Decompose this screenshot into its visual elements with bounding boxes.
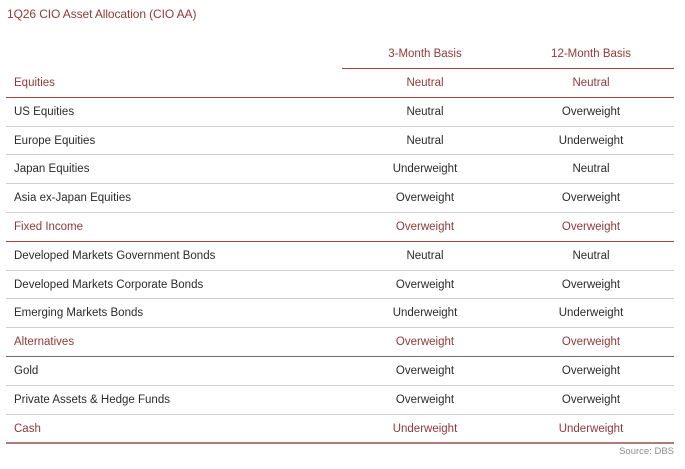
row-12-month-value: Overweight	[561, 364, 621, 377]
table-row	[6, 386, 674, 415]
row-3-month-value: Overweight	[395, 192, 455, 205]
row-label: Asia ex-Japan Equities	[14, 192, 131, 205]
row-label: Private Assets & Hedge Funds	[14, 393, 170, 406]
row-12-month-value: Underweight	[558, 307, 624, 320]
row-3-month-value: Neutral	[406, 249, 444, 262]
row-label: Gold	[14, 364, 39, 377]
table-row-equities	[6, 69, 674, 98]
row-3-month-value: Overweight	[395, 278, 455, 291]
row-label: Developed Markets Corporate Bonds	[14, 278, 204, 291]
table-row	[6, 184, 674, 213]
row-3-month-value: Neutral	[406, 134, 444, 147]
table-title: 1Q26 CIO Asset Allocation (CIO AA)	[7, 7, 197, 21]
row-12-month-value: Neutral	[572, 163, 610, 176]
table-row	[6, 155, 674, 184]
table-row	[6, 242, 674, 271]
row-12-month-value: Neutral	[572, 77, 610, 89]
column-header-3-month: 3-Month Basis	[388, 48, 462, 60]
row-3-month-value: Neutral	[406, 77, 444, 89]
row-label: Cash	[14, 422, 41, 435]
row-label: Fixed Income	[14, 220, 84, 233]
table-header	[6, 40, 674, 69]
row-12-month-value: Overweight	[561, 220, 621, 233]
table-row	[6, 271, 674, 300]
row-3-month-value: Underweight	[392, 307, 458, 320]
row-12-month-value: Overweight	[561, 393, 621, 406]
source-note: Source: DBS	[619, 446, 674, 457]
row-3-month-value: Underweight	[392, 163, 458, 176]
table-row	[6, 357, 674, 386]
row-3-month-value: Overweight	[395, 364, 455, 377]
row-3-month-value: Overweight	[395, 220, 455, 233]
asset-allocation-table	[6, 40, 674, 444]
row-3-month-value: Neutral	[406, 105, 444, 118]
row-12-month-value: Overweight	[561, 105, 621, 118]
table-row-fixed-income	[6, 213, 674, 242]
row-label: Alternatives	[14, 336, 75, 349]
row-12-month-value: Neutral	[572, 249, 610, 262]
row-label: Europe Equities	[14, 134, 96, 147]
row-12-month-value: Underweight	[558, 134, 624, 147]
table-row	[6, 98, 674, 127]
row-label: Japan Equities	[14, 163, 90, 176]
row-label: Developed Markets Government Bonds	[14, 249, 216, 262]
row-label: Equities	[14, 77, 55, 89]
table-row	[6, 127, 674, 156]
row-3-month-value: Overweight	[395, 393, 455, 406]
row-3-month-value: Overweight	[395, 336, 455, 349]
row-12-month-value: Underweight	[558, 422, 624, 435]
table-row	[6, 299, 674, 328]
row-12-month-value: Overweight	[561, 336, 621, 349]
row-3-month-value: Underweight	[392, 422, 458, 435]
row-label: Emerging Markets Bonds	[14, 307, 144, 320]
row-12-month-value: Overweight	[561, 192, 621, 205]
column-header-12-month: 12-Month Basis	[551, 48, 631, 60]
table-row-cash	[6, 415, 674, 445]
row-label: US Equities	[14, 105, 75, 118]
table-row-alternatives	[6, 328, 674, 357]
row-12-month-value: Overweight	[561, 278, 621, 291]
